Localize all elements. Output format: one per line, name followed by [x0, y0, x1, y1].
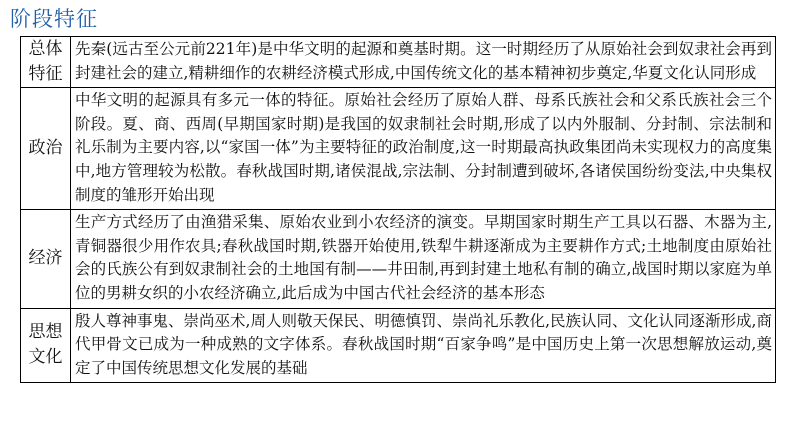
row-label-culture: 思想文化	[28, 322, 63, 368]
row-content-overall: 先秦(远古至公元前221年)是中华文明的起源和奠基时期。这一时期经历了从原始社会到奴隶社会再到封建社会的建立,精耕细作的农耕经济模式形成,中国传统文化的基本精神初步奠定,华夏文化认同形成	[71, 37, 776, 88]
row-content-politics: 中华文明的起源具有多元一体的特征。原始社会经历了原始人群、母系氏族社会和父系氏族社会三个阶段。夏、商、西周(早期国家时期)是我国的奴隶制社会时期,形成了以内外服制、分封制、宗法制和礼乐制为主要内容,以“家国一体”为主要特征的政治制度,这一时期最高执政集团尚未实现权力的高度集中,地方管理较为松散。春秋战国时期,诸侯混战,宗法制、分封制遭到破坏,各诸侯国纷纷变法,中央集权制度的雏形开始出现	[71, 88, 776, 210]
row-label-cell	[21, 308, 71, 383]
row-label-cell	[21, 210, 71, 308]
table-row-politics	[21, 88, 776, 210]
row-label-overall: 总体特征	[28, 39, 63, 85]
table-row-economy	[21, 210, 776, 308]
table-row-culture	[21, 308, 776, 383]
row-content-economy: 生产方式经历了由渔猎采集、原始农业到小农经济的演变。早期国家时期生产工具以石器、木器为主,青铜器很少用作农具;春秋战国时期,铁器开始使用,铁犁牛耕逐渐成为主要耕作方式;土地制度由原始社会的氏族公有到奴隶制社会的土地国有制——井田制,再到封建土地私有制的确立,战国时期以家庭为单位的男耕女织的小农经济确立,此后成为中国古代社会经济的基本形态	[71, 210, 776, 308]
table-row-overall	[21, 37, 776, 88]
page-title: 阶段特征	[10, 7, 98, 31]
row-label-cell	[21, 88, 71, 210]
row-content-culture: 殷人尊神事鬼、崇尚巫术,周人则敬天保民、明德慎罚、崇尚礼乐教化,民族认同、文化认同逐渐形成,商代甲骨文已成为一种成熟的文字体系。春秋战国时期“百家争鸣”是中国历史上第一次思想解放运动,奠定了中国传统思想文化发展的基础	[71, 308, 776, 383]
row-label-politics: 政治	[28, 138, 63, 159]
stage-characteristics-table	[20, 36, 776, 383]
row-label-cell	[21, 37, 71, 88]
row-label-economy: 经济	[28, 248, 63, 269]
